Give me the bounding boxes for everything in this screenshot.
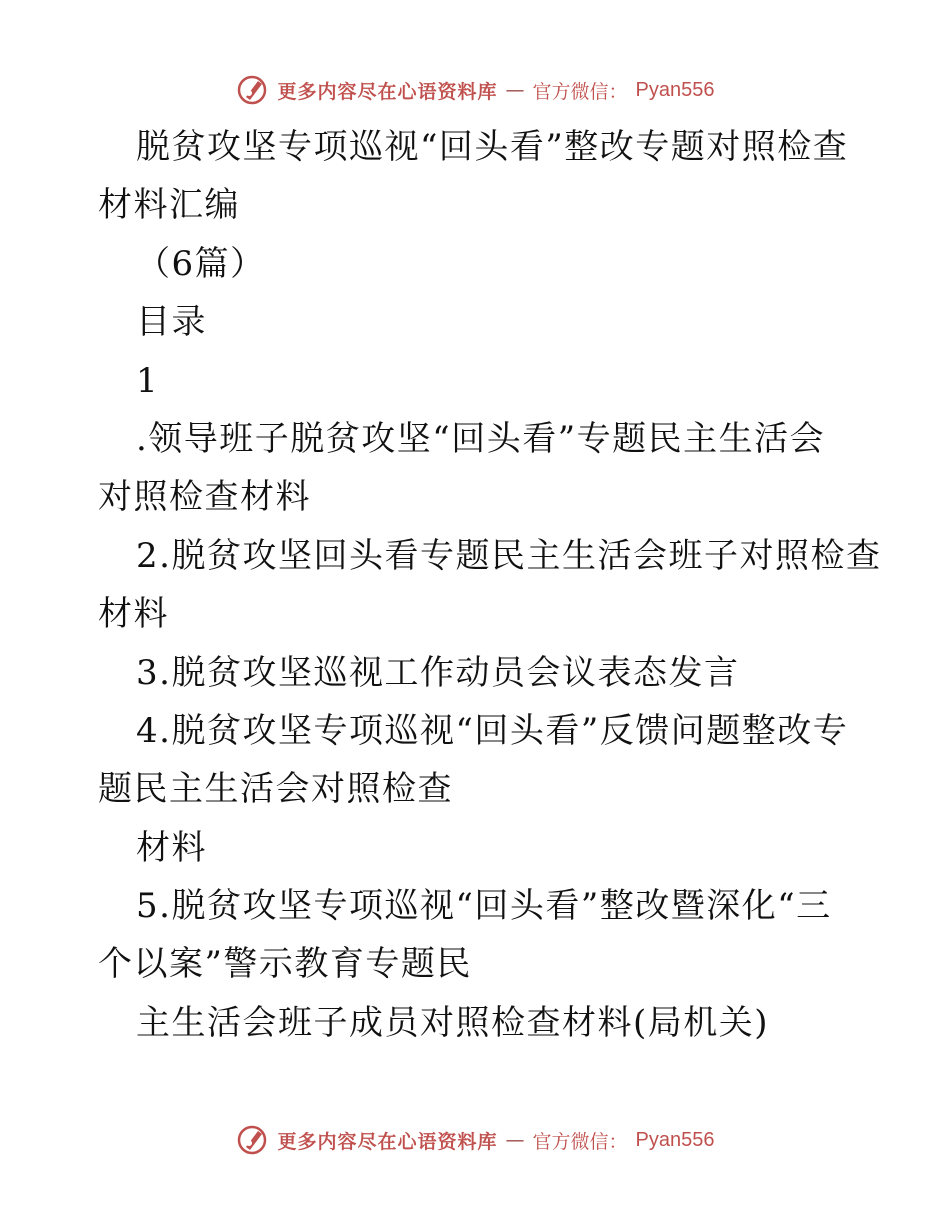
pen-nib-logo-icon	[236, 73, 270, 107]
footer-watermark	[0, 1120, 950, 1160]
toc-item-4-line-2: 题民主生活会对照检查	[98, 769, 453, 810]
watermark-wechat-id: Pyan556	[635, 1128, 715, 1151]
watermark-site-text: 更多内容尽在心语资料库	[277, 1130, 498, 1153]
document-title-line-2: 材料汇编	[98, 185, 240, 226]
toc-item-4-line-3: 材料	[136, 827, 207, 868]
toc-item-2-line-2: 材料	[98, 594, 169, 635]
toc-item-number: 1	[136, 360, 160, 401]
document-title-line-1: 脱贫攻坚专项巡视“回头看”整改专题对照检查	[136, 127, 849, 167]
toc-item-5-line-2: 个以案”警示教育专题民	[98, 944, 472, 985]
watermark-separator: —	[505, 1129, 525, 1151]
watermark-wechat-label: 官方微信：	[532, 1130, 628, 1153]
toc-item-4-line-1: 4.脱贫攻坚专项巡视“回头看”反馈问题整改专	[136, 710, 849, 751]
toc-item-1-line-1: .领导班子脱贫攻坚“回头看”专题民主生活会	[136, 418, 826, 459]
toc-heading: 目录	[136, 302, 207, 343]
watermark-wechat-label: 官方微信：	[532, 80, 628, 103]
toc-item-5-line-1: 5.脱贫攻坚专项巡视“回头看”整改暨深化“三	[136, 886, 832, 927]
toc-item-1-line-2: 对照检查材料	[98, 477, 311, 518]
document-count: （6篇）	[136, 243, 266, 284]
toc-item-3: 3.脱贫攻坚巡视工作动员会议表态发言	[136, 652, 740, 693]
watermark-separator: —	[505, 79, 525, 101]
document-body	[98, 118, 882, 1052]
watermark-site-text: 更多内容尽在心语资料库	[277, 80, 498, 103]
toc-item-5-line-3: 主生活会班子成员对照检查材料(局机关)	[136, 1002, 770, 1043]
watermark-wechat-id: Pyan556	[635, 78, 715, 101]
pen-nib-logo-icon	[236, 1123, 270, 1157]
header-watermark	[0, 70, 950, 110]
toc-item-2-line-1: 2.脱贫攻坚回头看专题民主生活会班子对照检查	[136, 535, 882, 576]
